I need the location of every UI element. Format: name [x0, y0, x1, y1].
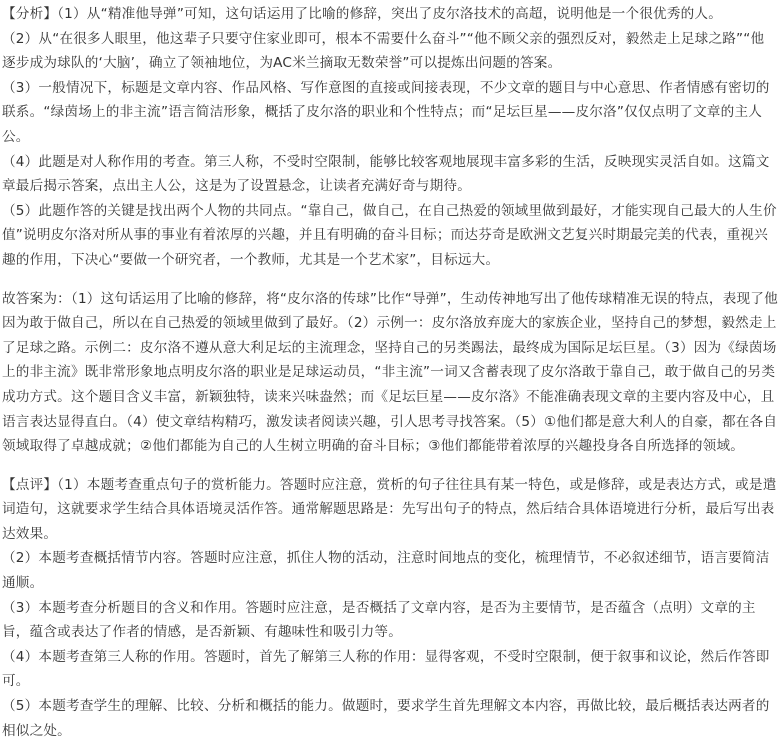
- comment-section: [2, 473, 778, 744]
- section-spacer: [2, 459, 778, 473]
- comment-paragraph-1: 【点评】（1）本题考查重点句子的赏析能力。答题时应注意，赏析的句子往往具有某一特色，或是修辞，或是表达方式，或是遣词造句，这就要求学生结合具体语境灵活作答。通常解题思路是：先写出句子的特点，然后结合具体语境进行分析，最后写出表达效果。: [2, 476, 777, 542]
- comment-paragraph-2: （2）本题考查概括情节内容。答题时应注意，抓住人物的活动，注意时间地点的变化，梳理情节，不必叙述细节，语言要简洁通顺。: [2, 550, 770, 592]
- analysis-paragraph-2: （2）从“在很多人眼里，他这辈子只要守住家业即可，根本不需要什么奋斗”“他不顾父亲的强烈反对，毅然走上足球之路”“他逐步成为球队的‘大脑’，确立了领袖地位，为AC米兰摘取无数荣誉”可以提炼出问题的答案。: [2, 30, 765, 72]
- analysis-paragraph-1: 【分析】（1）从“精准他导弹”可知，这句话运用了比喻的修辞，突出了皮尔洛技术的高超，说明他是一个很优秀的人。: [2, 6, 723, 22]
- analysis-paragraph-3: （3）一般情况下，标题是文章内容、作品风格、写作意图的直接或间接表现，不少文章的题目与中心意思、作者情感有密切的联系。“绿茵场上的非主流”语言简洁形象，概括了皮尔洛的职业和个性特点；而“足坛巨星——皮尔洛”仅仅点明了文章的主人公。: [2, 79, 770, 145]
- section-spacer: [2, 273, 778, 287]
- answer-paragraph: 故答案为：（1）这句话运用了比喻的修辞，将“皮尔洛的传球”比作“导弹”，生动传神地写出了他传球精准无误的特点，表现了他因为敢于做自己，所以在自己热爱的领域里做到了最好。（2）示例一：皮尔洛放弃庞大的家族企业，坚持自己的梦想，毅然走上了足球之路。示例二：皮尔洛不遵从意大利足坛的主流理念，坚持自己的另类踢法，最终成为国际足坛巨星。（3）因为《绿茵场上的非主流》既非常形象地点明皮尔洛的职业是足球运动员，“非主流”一词又含蓄表现了皮尔洛敢于靠自己，敢于做自己的另类成功方式。这个题目含义丰富，新颖独特，读来兴味盎然；而《足坛巨星——皮尔洛》不能准确表现文章的主要内容及中心，且语言表达显得直白。（4）使文章结构精巧，激发读者阅读兴趣，引人思考寻找答案。（5）①他们都是意大利人的自豪，都在各自领域取得了卓越成就；②他们都能为自己的人生树立明确的奋斗目标；③他们都能带着浓厚的兴趣投身各自所选择的领域。: [2, 290, 778, 455]
- comment-paragraph-5: （5）本题考查学生的理解、比较、分析和概括的能力。做题时，要求学生首先理解文本内容，再做比较，最后概括表达两者的相似之处。: [2, 698, 770, 739]
- answer-section: [2, 287, 778, 459]
- comment-paragraph-4: （4）本题考查第三人称的作用。答题时，首先了解第三人称的作用：显得客观，不受时空限制，便于叙事和议论，然后作答即可。: [2, 648, 770, 690]
- analysis-paragraph-4: （4）此题是对人称作用的考查。第三人称，不受时空限制，能够比较客观地展现丰富多彩的生活，反映现实灵活自如。这篇文章最后揭示答案，点出主人公，这是为了设置悬念，让读者充满好奇与期待。: [2, 153, 770, 195]
- analysis-section: [2, 2, 778, 273]
- comment-paragraph-3: （3）本题考查分析题目的含义和作用。答题时应注意，是否概括了文章内容，是否为主要情节，是否蕴含（点明）文章的主旨，蕴含或表达了作者的情感，是否新颖、有趣味性和吸引力等。: [2, 599, 756, 641]
- analysis-paragraph-5: （5）此题作答的关键是找出两个人物的共同点。“靠自己，做自己，在自己热爱的领域里做到最好，才能实现自己最大的人生价值”说明皮尔洛对所从事的事业有着浓厚的兴趣，并且有明确的奋斗目标；而达芬奇是欧洲文艺复兴时期最完美的代表，重视兴趣的作用，下决心“要做一个研究者，一个教师，尤其是一个艺术家”，目标远大。: [2, 202, 777, 268]
